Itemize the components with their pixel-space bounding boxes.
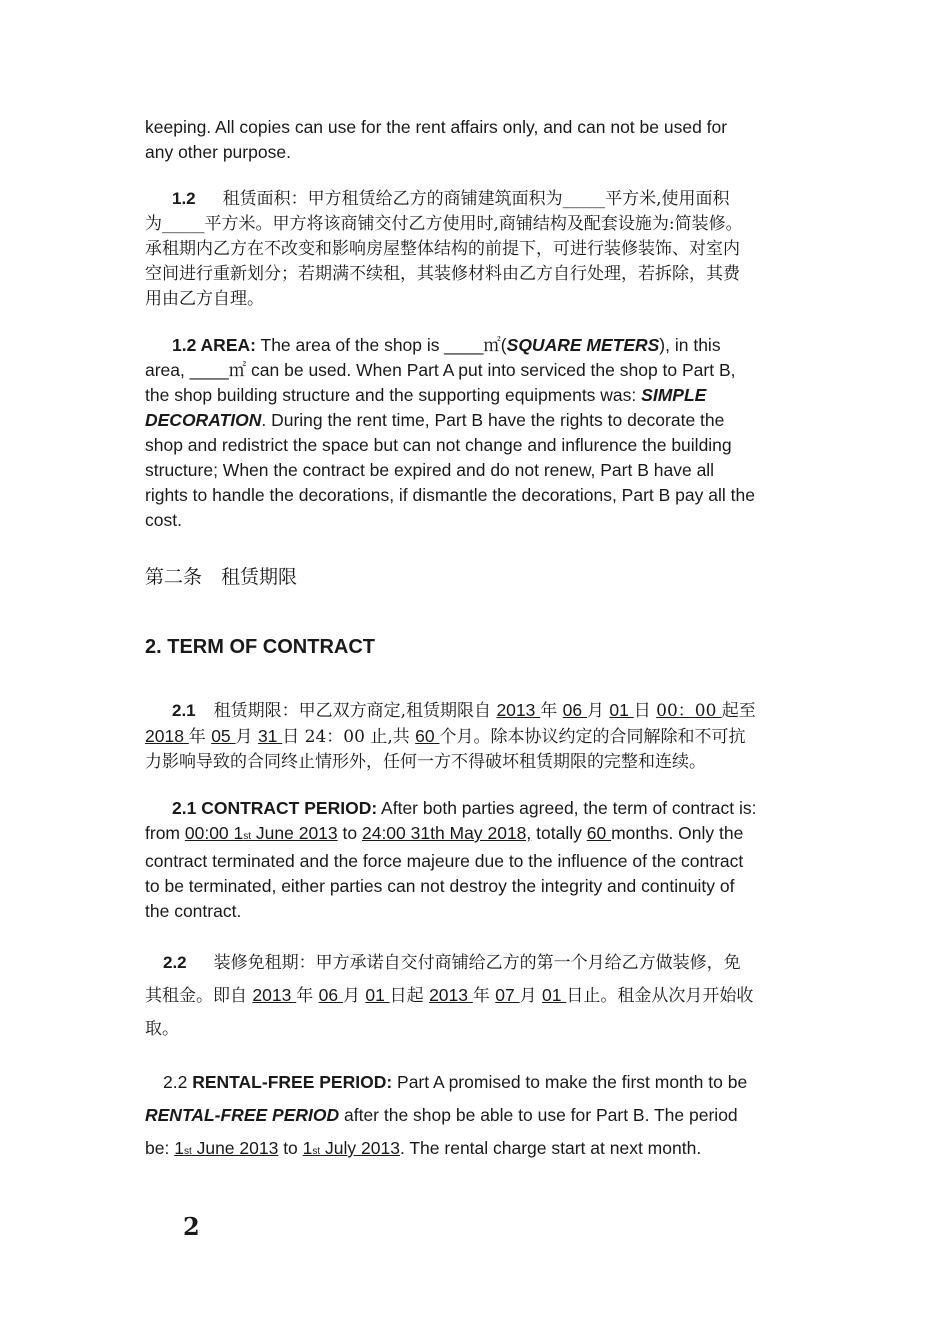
text-line: [145, 1066, 817, 1099]
text-line: 空间进行重新划分；若期满不续租，其装修材料由乙方自行处理，若拆除，其费: [145, 264, 740, 284]
text-run: 00:00 1: [184, 823, 244, 843]
text-run: to: [278, 1138, 303, 1158]
emphasis-square-meters: SQUARE METERS: [506, 335, 660, 355]
text-line: shop and redistrict the space but can not change and influrence the building: [145, 435, 732, 455]
paragraph-2-1-zh: [145, 698, 817, 775]
free-end-year: 2013: [429, 985, 473, 1005]
text-run: 装修免租期：甲方承诺自交付商铺给乙方的第一个月给乙方做装修，免: [213, 953, 741, 973]
ordinal-suffix: st: [243, 831, 252, 842]
text-line: 取。: [145, 1019, 179, 1039]
text-run: months. Only the: [611, 823, 744, 843]
text-line: structure; When the contract be expired and do not renew, Part B have all: [145, 460, 715, 480]
ordinal-suffix: st: [312, 1146, 321, 1157]
text-run: be:: [145, 1138, 175, 1158]
text-line: area, ____㎡ can be used. When Part A put into serviced the shop to Part B,: [145, 360, 736, 380]
free-start-year: 2013: [252, 985, 297, 1005]
paragraph-2-1-en: [145, 796, 817, 924]
free-start-month: 06: [318, 985, 343, 1005]
paragraph-2-2-zh: [145, 946, 817, 1046]
text-run: 年: [188, 727, 212, 747]
text-run: 年: [540, 701, 563, 721]
text-line: [145, 186, 817, 212]
text-line: the contract.: [145, 901, 242, 921]
paragraph-intro: [145, 115, 817, 165]
text-line: [145, 796, 817, 821]
text-run: 年: [296, 986, 319, 1006]
text-run: totally: [531, 823, 587, 843]
text-run: 月: [342, 986, 366, 1006]
paragraph-1-2-en: [145, 333, 817, 533]
paragraph-2-2-en: [145, 1066, 817, 1168]
text-line: [145, 980, 817, 1013]
text-run: 租赁面积：甲方租赁给乙方的商铺建筑面积为_____平方米,使用面积: [222, 189, 730, 209]
text-line: [145, 1132, 817, 1168]
text-line: keeping. All copies can use for the rent affairs only, and can not be used for: [145, 117, 728, 137]
text-line: [145, 698, 817, 724]
text-run: June 2013: [191, 1138, 279, 1158]
text-line: [145, 383, 817, 408]
text-run: to: [337, 823, 362, 843]
text-run: the shop building structure and the supporting equipments was:: [145, 385, 642, 405]
start-date: [185, 823, 338, 843]
text-run: . During the rent time, Part B have the rights to decorate the: [261, 410, 725, 430]
end-day: 31: [257, 726, 283, 746]
article-2-heading-zh: 第二条 租赁期限: [145, 566, 298, 588]
emphasis-rental-free: RENTAL-FREE PERIOD: [145, 1105, 340, 1125]
article-2-heading-en: 2. TERM OF CONTRACT: [145, 636, 375, 658]
text-run: after the shop be able to use for Part B. The period: [339, 1105, 738, 1125]
clause-number: 1.2: [172, 189, 196, 208]
text-run: 月: [235, 727, 258, 747]
clause-number: 2.2: [163, 953, 187, 972]
emphasis-decoration: DECORATION: [145, 410, 262, 430]
text-line: cost.: [145, 510, 182, 530]
text-line: rights to handle the decorations, if dismantle the decorations, Part B pay all the: [145, 485, 755, 505]
clause-number: 2.1: [172, 701, 196, 720]
emphasis-simple: SIMPLE: [641, 385, 707, 405]
ordinal-suffix: st: [183, 1146, 192, 1157]
text-run: 月: [586, 701, 610, 721]
text-line: [145, 333, 817, 358]
text-line: to be terminated, either parties can not destroy the integrity and continuity of: [145, 876, 735, 896]
end-date: 24:00 31th May 2018,: [361, 823, 532, 843]
text-run: 个月。除本协议约定的合同解除和不可抗: [439, 727, 746, 747]
text-line: [145, 408, 817, 433]
free-end-month: 07: [495, 985, 520, 1005]
text-run: July 2013: [320, 1138, 400, 1158]
text-run: 1: [302, 1138, 313, 1158]
text-line: 为_____平方米。甲方将该商铺交付乙方使用时,商铺结构及配套设施为:简装修。: [145, 214, 743, 234]
page-number: 2: [183, 1212, 200, 1241]
term-months: 60: [415, 726, 440, 746]
text-run: June 2013: [251, 823, 338, 843]
paragraph-1-2-zh: [145, 186, 817, 312]
text-line: 承租期内乙方在不改变和影响房屋整体结构的前提下，可进行装修装饰、对室内: [145, 239, 740, 259]
text-run: 年: [472, 986, 496, 1006]
text-line: any other purpose.: [145, 142, 291, 162]
text-run: ), in this: [659, 335, 721, 355]
text-run: After both parties agreed, the term of contract is:: [377, 798, 757, 818]
clause-number: 2.2: [163, 1072, 193, 1092]
text-run: 其租金。即自: [145, 986, 253, 1006]
text-line: [145, 724, 817, 750]
text-line: 用由乙方自理。: [145, 289, 264, 309]
text-run: The area of the shop is ____㎡(: [255, 335, 507, 355]
text-run: from: [145, 823, 185, 843]
text-run: 租赁期限：甲乙双方商定,租赁期限自: [213, 701, 497, 721]
free-start-date: [174, 1138, 278, 1158]
free-start-day: 01: [365, 985, 390, 1005]
end-year: 2018: [145, 726, 189, 746]
free-end-day: 01: [542, 985, 567, 1005]
text-run: 1: [174, 1138, 184, 1158]
text-run: 日起: [389, 986, 430, 1006]
text-line: 力影响导致的合同终止情形外，任何一方不得破坏租赁期限的完整和连续。: [145, 752, 706, 772]
start-month: 06: [562, 700, 587, 720]
text-run: 起至: [721, 701, 756, 721]
clause-label: RENTAL-FREE PERIOD:: [192, 1072, 393, 1092]
text-run: 月: [519, 986, 543, 1006]
end-month: 05: [211, 726, 236, 746]
text-line: contract terminated and the force majeure due to the influence of the contract: [145, 851, 744, 871]
text-run: Part A promised to make the first month to be: [392, 1072, 748, 1092]
start-time: 00：00: [656, 701, 722, 721]
clause-label: 2.1 CONTRACT PERIOD:: [172, 798, 378, 818]
text-run: 日 24：00 止,共: [282, 727, 416, 747]
text-run: 日止。租金从次月开始收: [566, 986, 754, 1006]
term-months: 60: [586, 823, 612, 843]
free-end-date: [303, 1138, 400, 1158]
text-run: . The rental charge start at next month.: [399, 1138, 702, 1158]
text-line: [145, 821, 817, 849]
text-line: [145, 1099, 817, 1132]
text-line: [145, 946, 817, 980]
start-year: 2013: [496, 700, 541, 720]
text-run: 日: [633, 701, 657, 721]
start-day: 01: [609, 700, 634, 720]
clause-label: 1.2 AREA:: [172, 335, 256, 355]
